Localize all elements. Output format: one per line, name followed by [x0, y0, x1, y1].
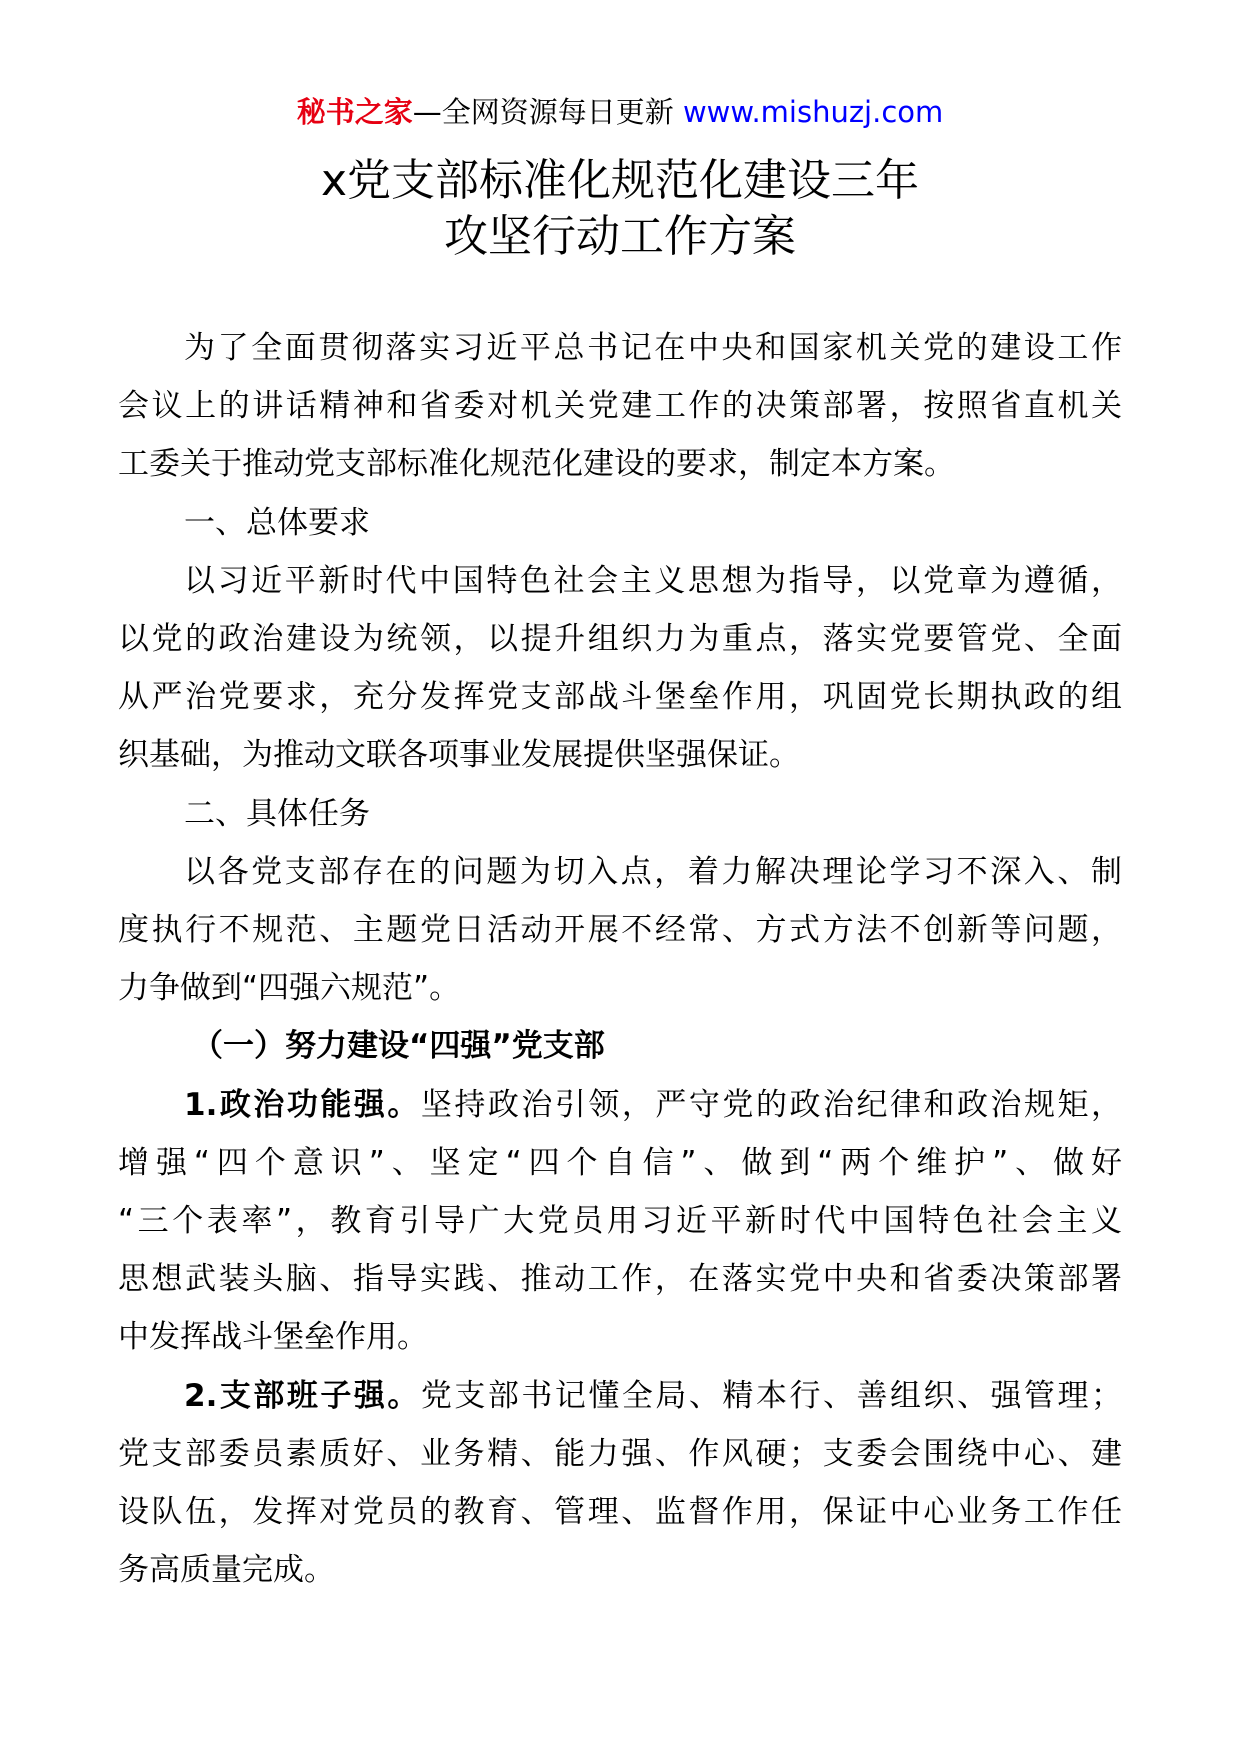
paragraph-line: 以习近平新时代中国特色社会主义思想为指导，以党章为遵循， [184, 562, 1122, 599]
paragraph-line: 党支部委员素质好、业务精、能力强、作风硬；支委会围绕中心、建 [118, 1435, 1122, 1472]
paragraph-line: 以党的政治建设为统领，以提升组织力为重点，落实党要管党、全面 [118, 621, 1122, 658]
paragraph-line: “三个表率”，教育引导广大党员用习近平新时代中国特色社会主义 [118, 1203, 1122, 1240]
paragraph-line: 中发挥战斗堡垒作用。 [118, 1319, 428, 1356]
paragraph-line: 为了全面贯彻落实习近平总书记在中央和国家机关党的建设工作 [184, 330, 1122, 366]
paragraph-line: 工委关于推动党支部标准化规范化建设的要求，制定本方案。 [118, 446, 955, 483]
paragraph-line: 从严治党要求，充分发挥党支部战斗堡垒作用，巩固党长期执政的组 [118, 679, 1122, 716]
paragraph-line: 会议上的讲话精神和省委对机关党建工作的决策部署，按照省直机关 [118, 388, 1122, 425]
item-branch-leadership [118, 1367, 1122, 1600]
paragraph-line: 务高质量完成。 [118, 1552, 335, 1589]
item-lead-branch-leadership: 2.支部班子强。 [184, 1377, 421, 1414]
site-url-link[interactable]: www.mishuzj.com [682, 95, 944, 129]
paragraph-line: 设队伍，发挥对党员的教育、管理、监督作用，保证中心业务工作任 [118, 1494, 1122, 1531]
paragraph-line [118, 1367, 1122, 1425]
paragraph-line: 以各党支部存在的问题为切入点，着力解决理论学习不深入、制 [184, 853, 1122, 890]
document-title-line-2: 攻坚行动工作方案 [444, 211, 796, 262]
paragraph-line: 度执行不规范、主题党日活动开展不经常、方式方法不创新等问题， [118, 912, 1122, 949]
intro-paragraph [118, 319, 1122, 494]
section-heading-overall-requirements: 一、总体要求 [184, 504, 370, 541]
site-header [0, 92, 1240, 132]
paragraph-line: 思想武装头脑、指导实践、推动工作，在落实党中央和省委决策部署 [118, 1261, 1122, 1298]
paragraph-line [118, 1076, 1122, 1134]
document-body [118, 319, 1122, 1599]
paragraph-line: 织基础，为推动文联各项事业发展提供坚强保证。 [118, 737, 800, 774]
item-political-function [118, 1076, 1122, 1367]
item-lead-political-function: 1.政治功能强。 [184, 1086, 421, 1123]
subsection-heading-four-strong: （一）努力建设“四强”党支部 [192, 1028, 605, 1065]
brand-name: 秘书之家 [296, 95, 413, 129]
specific-tasks-paragraph [118, 843, 1122, 1018]
paragraph-line: 力争做到“四强六规范”。 [118, 970, 461, 1007]
item-text: 党支部书记懂全局、精本行、善组织、强管理； [420, 1377, 1122, 1414]
header-tagline: —全网资源每日更新 [412, 95, 683, 129]
paragraph-line: 增强“四个意识”、坚定“四个自信”、做到“两个维护”、做好 [118, 1144, 1122, 1181]
section-heading-specific-tasks: 二、具体任务 [184, 795, 370, 832]
item-text: 坚持政治引领，严守党的政治纪律和政治规矩， [420, 1086, 1122, 1123]
overall-requirements-paragraph [118, 552, 1122, 785]
document-title-line-1: x党支部标准化规范化建设三年 [320, 155, 920, 206]
